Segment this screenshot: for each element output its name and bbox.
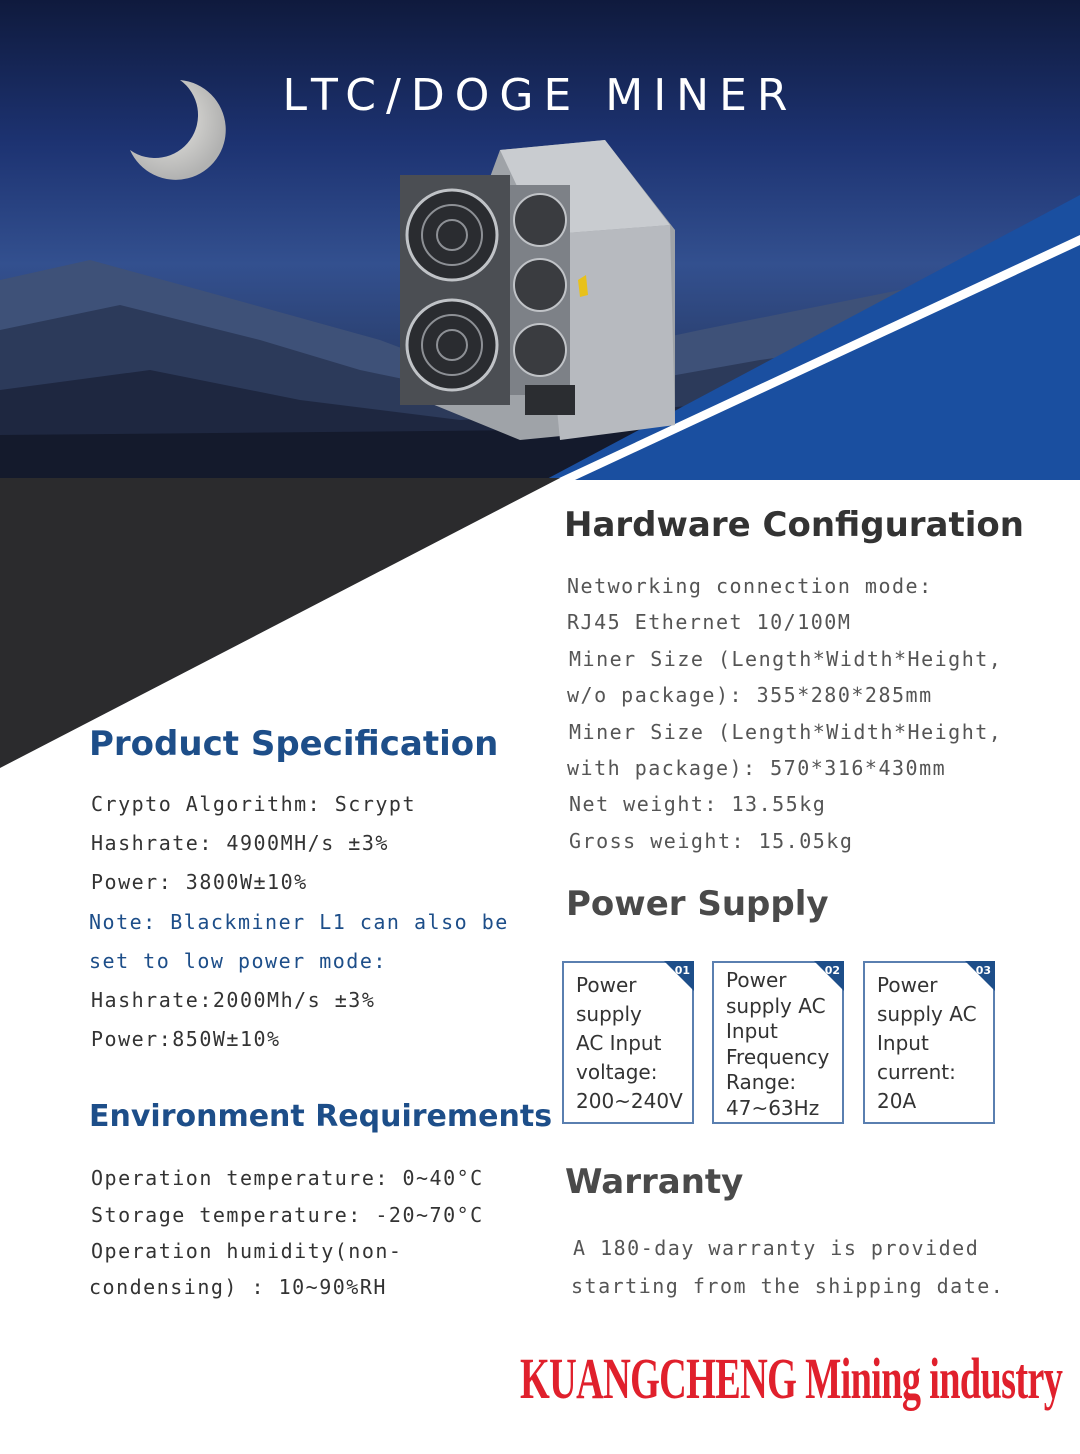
spec-line: Power: 3800W±10% [91, 870, 308, 894]
hardware-line: RJ45 Ethernet 10/100M [567, 610, 852, 634]
spec-line: Power:850W±10% [91, 1027, 281, 1051]
card-number: 01 [674, 964, 690, 977]
card-text: Power supply AC Input Frequency Range: 47~63Hz [726, 968, 830, 1120]
spec-note-line: set to low power mode: [89, 949, 387, 973]
card-text: Power supply AC Input voltage: 200~240V [576, 973, 683, 1113]
brand-text: KUANGCHENG Mining industry [520, 1346, 1063, 1411]
hardware-line: Gross weight: 15.05kg [569, 829, 854, 853]
card-number: 03 [975, 964, 991, 977]
warranty-line: A 180-day warranty is provided [573, 1236, 980, 1260]
hero-banner [0, 0, 1080, 480]
environment-line: Operation humidity(non- [91, 1239, 403, 1263]
hardware-line: w/o package): 355*280*285mm [567, 683, 933, 707]
card-text: Power supply AC Input current: 20A [877, 973, 977, 1113]
miner-device-image [390, 135, 690, 445]
power-spec-card [562, 961, 694, 1124]
hero-title: LTC/DOGE MINER [282, 70, 798, 121]
power-spec-card [712, 961, 844, 1124]
product-spec-title: Product Specification [89, 724, 499, 764]
hardware-title: Hardware Configuration [564, 505, 1024, 545]
card-number: 02 [824, 964, 840, 977]
spec-line: Hashrate: 4900MH/s ±3% [91, 831, 389, 855]
environment-line: Operation temperature: 0~40°C [91, 1166, 484, 1190]
power-supply-title: Power Supply [566, 884, 829, 924]
power-spec-card [863, 961, 995, 1124]
environment-line: condensing) : 10~90%RH [89, 1275, 387, 1299]
warranty-line: starting from the shipping date. [571, 1274, 1005, 1298]
spec-note-line: Note: Blackminer L1 can also be [89, 910, 509, 934]
environment-title: Environment Requirements [89, 1099, 553, 1134]
hardware-line: with package): 570*316*430mm [567, 756, 947, 780]
spec-line: Crypto Algorithm: Scrypt [91, 792, 416, 816]
warranty-title: Warranty [565, 1162, 744, 1202]
hardware-line: Miner Size (Length*Width*Height, [569, 647, 1003, 671]
spec-line: Hashrate:2000Mh/s ±3% [91, 988, 376, 1012]
hardware-line: Miner Size (Length*Width*Height, [569, 720, 1003, 744]
hardware-line: Net weight: 13.55kg [569, 792, 827, 816]
hardware-line: Networking connection mode: [567, 574, 933, 598]
environment-line: Storage temperature: -20~70°C [91, 1203, 484, 1227]
